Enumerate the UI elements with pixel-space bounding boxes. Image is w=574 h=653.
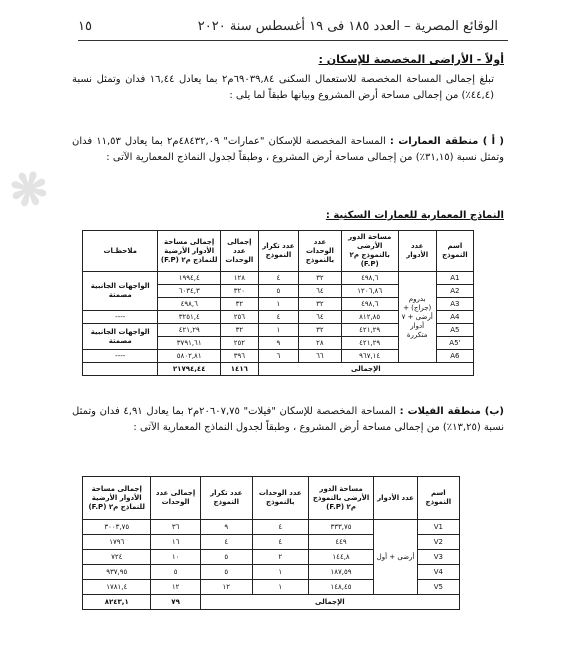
table1-header: مساحة الدور الأرضى بالنموذج م٢ (F.P) (341, 231, 398, 272)
total-area-cell: ١٧٨١,٤ (83, 580, 151, 595)
total-units-cell: ٣٩٦ (220, 350, 258, 363)
area-cell: ١٤٤,٨ (308, 550, 374, 565)
table1-title: النماذج المعمارية للعمارات السكنية : (325, 210, 504, 221)
table-row (83, 520, 460, 535)
units-cell: ٦٤ (299, 285, 342, 298)
table1-header: اسم النموذج (436, 231, 473, 272)
total-units-cell: ٣٢ (220, 298, 258, 311)
repeat-cell: ٥ (258, 285, 298, 298)
area-cell: ٩٦٧,١٤ (341, 350, 398, 363)
header-title: الوقائع المصرية – العدد ١٨٥ فى ١٩ أغسطس سنة ٢٠٢٠ (197, 18, 498, 34)
floors-cell: بدروم (جراج) + أرضى + ٧ أدوار متكررة (398, 272, 436, 363)
total-area-cell: ٣٢٥١,٤ (158, 311, 221, 324)
repeat-cell: ١ (258, 298, 298, 311)
units-cell: ٣٢ (299, 324, 342, 337)
floors-cell: أرضى + أول (374, 520, 417, 595)
table2-header: إجمالى عدد الوحدات (151, 477, 200, 520)
table1-header: عدد تكرار النموذج (258, 231, 298, 272)
model-cell: A6 (436, 350, 473, 363)
table1-header: إجمالى مساحة الأدوار الأرضية للنماذج م٢ (F.P) (158, 231, 221, 272)
total-area: ٢١٧٩٤,٤٤ (158, 363, 221, 376)
model-cell: V2 (417, 535, 459, 550)
table2-header: مساحة الدور الأرضى بالنموذج م٢ (F.P) (308, 477, 374, 520)
area-cell: ٤٩٨,٦ (341, 272, 398, 285)
buildings-zone-paragraph (72, 134, 504, 166)
total-area-cell: ٤٢١,٢٩ (158, 324, 221, 337)
total-area-cell: ٤٩٨,٦ (158, 298, 221, 311)
table2-header: عدد تكرار النموذج (200, 477, 252, 520)
repeat-cell: ٤ (200, 535, 252, 550)
total-units-cell: ١٢٨ (220, 272, 258, 285)
model-cell: A5' (436, 337, 473, 350)
total-units-cell: ٢٥٦ (220, 311, 258, 324)
units-cell: ٢ (252, 550, 308, 565)
page-header (78, 14, 498, 38)
table2-header: عدد الوحدات بالنموذج (252, 477, 308, 520)
section-heading: أولاً - الأراضى المخصصة للإسكان : (318, 53, 504, 66)
notes-cell: ---- (83, 350, 158, 363)
model-cell: A4 (436, 311, 473, 324)
total-area: ٨٢٤٣,١ (83, 595, 151, 610)
total-area-cell: ٥٨٠٢,٨١ (158, 350, 221, 363)
total-units-cell: ١٢ (151, 580, 200, 595)
table-total-row (83, 595, 460, 610)
repeat-cell: ٤ (258, 311, 298, 324)
units-cell: ٢٨ (299, 337, 342, 350)
repeat-cell: ٥ (200, 550, 252, 565)
repeat-cell: ١٢ (200, 580, 252, 595)
watermark-seal: ❋ (0, 156, 60, 223)
model-cell: V5 (417, 580, 459, 595)
total-units-cell: ٢٥٢ (220, 337, 258, 350)
buildings-zone-text: المساحة المخصصة للإسكان "عمارات" ٤٨٤٣٢,٠٩م٢ بما يعادل ١١,٥٣ فدان وتمثل نسبة (٣١,١٥٪) من إجمالى مساحة أرض المشروع ، وطبقاً لجدول النماذج المعمارية الآتى : (72, 136, 504, 163)
model-cell: V4 (417, 565, 459, 580)
repeat-cell: ٩ (200, 520, 252, 535)
area-cell: ٤٢١,٢٩ (341, 324, 398, 337)
repeat-cell: ٤ (258, 272, 298, 285)
total-area-cell: ١٩٩٤,٤ (158, 272, 221, 285)
area-cell: ٤٢١,٢٩ (341, 337, 398, 350)
units-cell: ٣٢ (299, 298, 342, 311)
total-units: ٧٩ (151, 595, 200, 610)
units-cell: ٦٦ (299, 350, 342, 363)
total-area-cell: ٦٠٣٤,٣ (158, 285, 221, 298)
buildings-zone-label: ( أ ) منطقة العمارات : (389, 136, 504, 147)
table2-header: عدد الأدوار (374, 477, 417, 520)
table1-header-row (83, 231, 474, 272)
model-cell: A5 (436, 324, 473, 337)
area-cell: ٤٤٩ (308, 535, 374, 550)
total-area-cell: ٣٠٠٣,٧٥ (83, 520, 151, 535)
header-rule (78, 40, 508, 41)
table2-header-row (83, 477, 460, 520)
villas-models-table (82, 476, 460, 610)
units-cell: ٤ (252, 535, 308, 550)
total-area-cell: ٧٢٤ (83, 550, 151, 565)
table2-header: اسم النموذج (417, 477, 459, 520)
section-paragraph: تبلغ إجمالى المساحة المخصصة للاستعمال السكنى ٦٩٠٣٩,٨٤م٢ بما يعادل ١٦,٤٤ فدان وتمثل نسبة (٤٤,٤٪) من إجمالى مساحة أرض المشروع وبيانها طبقاً لما يلى : (72, 74, 494, 101)
area-cell: ١٢٠٦,٨٦ (341, 285, 398, 298)
buildings-models-table (82, 230, 474, 376)
repeat-cell: ١ (258, 324, 298, 337)
table-total-row (83, 363, 474, 376)
model-cell: A2 (436, 285, 473, 298)
total-area-cell: ١٧٩٦ (83, 535, 151, 550)
notes-cell: الواجهات الجانبية مصمتة (83, 324, 158, 350)
notes-cell: ---- (83, 311, 158, 324)
area-cell: ٣٣٣,٧٥ (308, 520, 374, 535)
area-cell: ٤٩٨,٦ (341, 298, 398, 311)
model-cell: V3 (417, 550, 459, 565)
total-units: ١٤١٦ (220, 363, 258, 376)
units-cell: ٤ (252, 520, 308, 535)
repeat-cell: ٩ (258, 337, 298, 350)
villas-zone-label: (ب) منطقة الفيلات : (399, 406, 504, 417)
model-cell: A3 (436, 298, 473, 311)
total-area-cell: ٩٣٧,٩٥ (83, 565, 151, 580)
table1-header: ملاحظـات (83, 231, 158, 272)
area-cell: ٨١٢,٨٥ (341, 311, 398, 324)
model-cell: V1 (417, 520, 459, 535)
units-cell: ١ (252, 580, 308, 595)
model-cell: A1 (436, 272, 473, 285)
villas-zone-paragraph (72, 404, 504, 436)
notes-cell: الواجهات الجانبية مصمتة (83, 272, 158, 311)
total-units-cell: ٣٦ (151, 520, 200, 535)
villas-zone-text: المساحة المخصصة للإسكان "فيلات" ٢٠٦٠٧,٧٥م٢ بما يعادل ٤,٩١ فدان وتمثل نسبة (١٣,٢٥٪) من إجمالى مساحة أرض المشروع ، وطبقاً لجدول النماذج المعمارية الآتى : (72, 406, 504, 433)
units-cell: ٣٢ (299, 272, 342, 285)
total-notes-empty (83, 363, 158, 376)
total-area-cell: ٣٧٩١,٦١ (158, 337, 221, 350)
total-label: الإجمالى (200, 595, 459, 610)
area-cell: ١٤٨,٤٥ (308, 580, 374, 595)
area-cell: ١٨٧,٥٩ (308, 565, 374, 580)
table1-header: عدد الوحدات بالنموذج (299, 231, 342, 272)
table1-header: إجمالى عدد الوحدات (220, 231, 258, 272)
total-units-cell: ٣٢ (220, 324, 258, 337)
total-units-cell: ١٦ (151, 535, 200, 550)
total-units-cell: ١٠ (151, 550, 200, 565)
table2-header: إجمالى مساحة الأدوار الأرضية للنماذج م٢ (F.P) (83, 477, 151, 520)
section-housing-lands (72, 52, 504, 104)
total-label: الإجمالى (258, 363, 473, 376)
table-row (83, 272, 474, 285)
total-units-cell: ٣٢٠ (220, 285, 258, 298)
repeat-cell: ٦ (258, 350, 298, 363)
units-cell: ١ (252, 565, 308, 580)
repeat-cell: ٥ (200, 565, 252, 580)
total-units-cell: ٥ (151, 565, 200, 580)
units-cell: ٦٤ (299, 311, 342, 324)
page-number: ١٥ (78, 18, 92, 34)
table1-header: عدد الأدوار (398, 231, 436, 272)
